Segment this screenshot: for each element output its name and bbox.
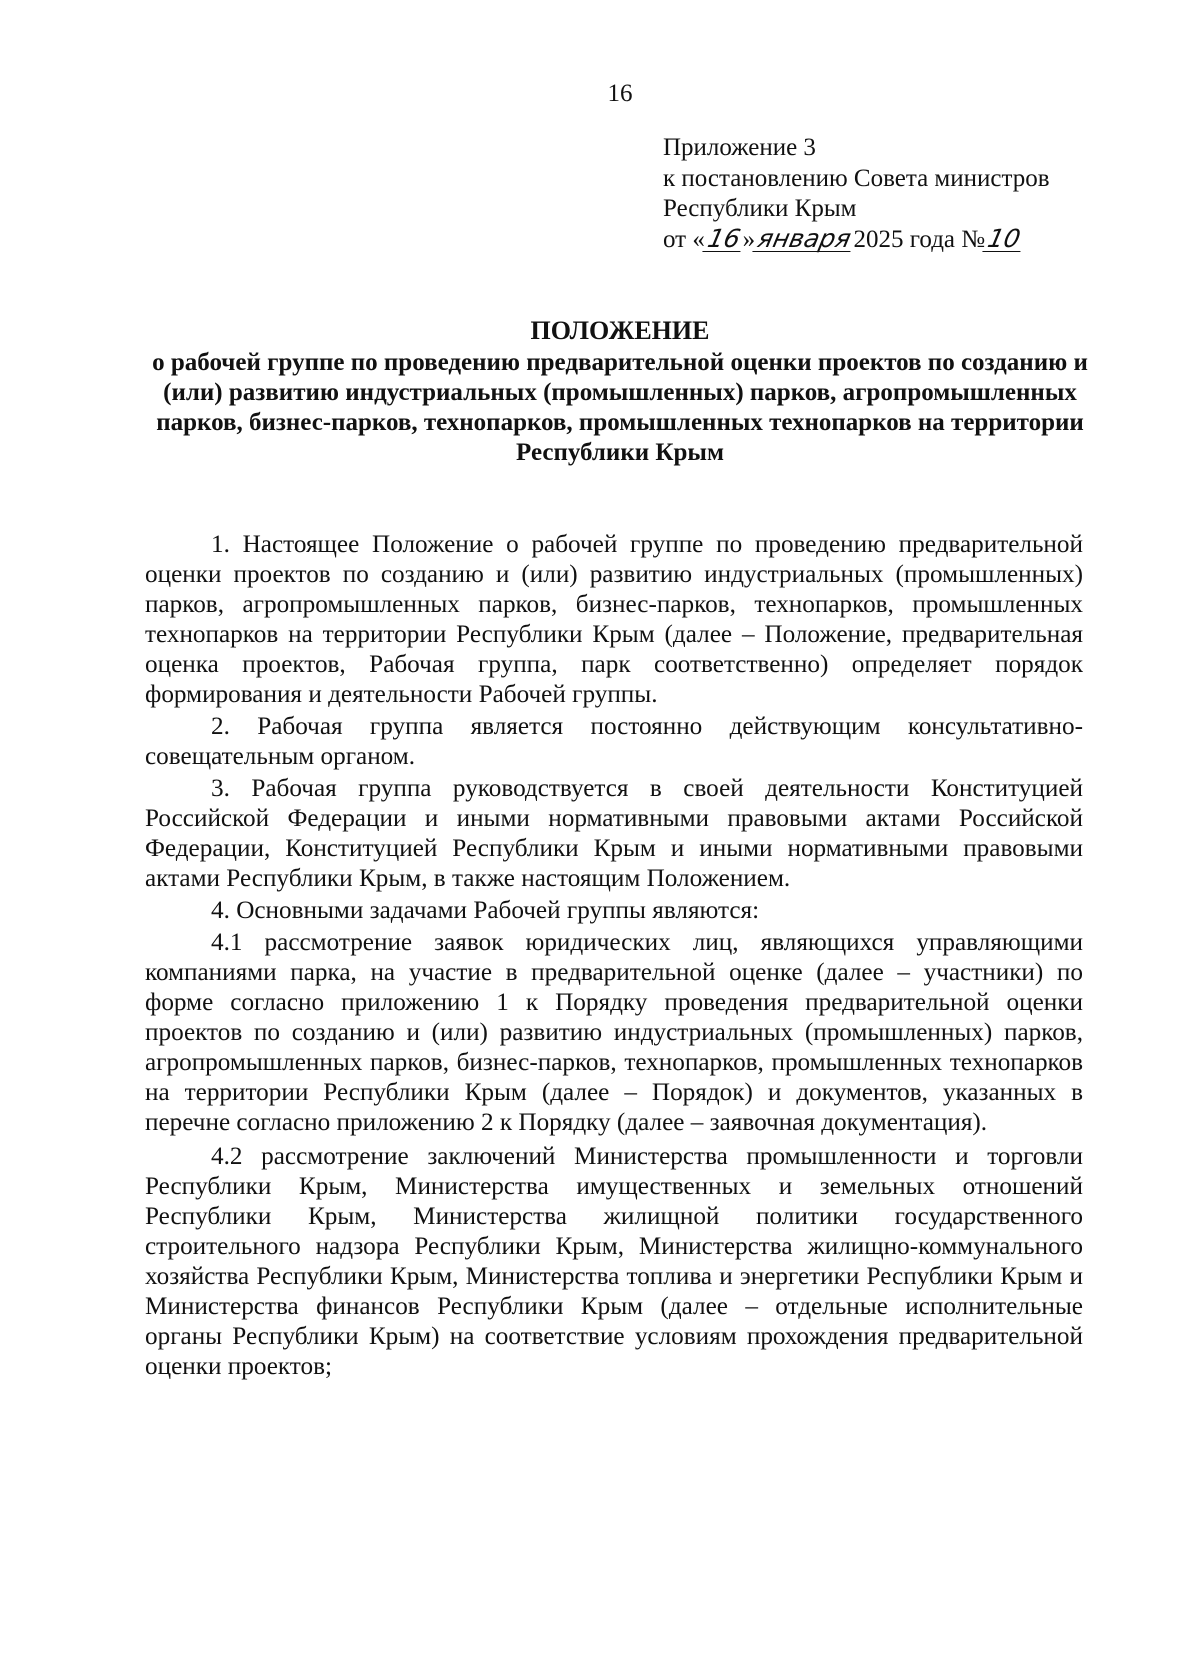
page-number: 16 xyxy=(607,80,633,107)
date-prefix: от « xyxy=(663,225,705,253)
handwritten-number: 10 xyxy=(982,227,1025,252)
appendix-line-1: Приложение 3 xyxy=(663,134,816,161)
paragraph-4-2: 4.2 рассмотрение заключений Министерства промышленности и торговли Республики Крым, Министерства имущественных и земельных отношений Республики Крым, Министерства жилищной политики государственного строительного надзора Республики Крым, Министерства жилищно-коммунального хозяйства Республики Крым, Министерства топлива и энергетики Республики Крым и Министерства финансов Республики Крым (далее – отдельные исполнительные органы Республики Крым) на соответствие условиям прохождения предварительной оценки проектов; xyxy=(145,1143,1083,1380)
date-year: 2025 года № xyxy=(853,225,986,253)
document-body xyxy=(145,530,1083,1384)
title-subtitle: о рабочей группе по проведению предварительной оценки проектов по созданию и (или) развитию индустриальных (промышленных) парков, агропромышленных парков, бизнес-парков, технопарков, промышленных технопарков на территории Республики Крым xyxy=(152,349,1088,466)
date-mid: » xyxy=(742,225,756,253)
appendix-line-3: Республики Крым xyxy=(663,195,857,222)
paragraph-2: 2. Рабочая группа является постоянно действующим консультативно-совещательным органом. xyxy=(145,713,1083,770)
paragraph-1: 1. Настоящее Положение о рабочей группе по проведению предварительной оценки проектов по созданию и (или) развитию индустриальных (промышленных) парков, агропромышленных парков, бизнес-парков, технопарков, промышленных технопарков на территории Республики Крым (далее – Положение, предварительная оценка проектов, Рабочая группа, парк соответственно) определяет порядок формирования и деятельности Рабочей группы. xyxy=(145,531,1083,708)
handwritten-month: января xyxy=(753,227,857,252)
document-title xyxy=(150,316,1090,468)
paragraph-3: 3. Рабочая группа руководствуется в своей деятельности Конституцией Российской Федерации и иными нормативными правовыми актами Российской Федерации, Конституцией Республики Крым и иными нормативными правовыми актами Республики Крым, в также настоящим Положением. xyxy=(145,775,1083,892)
title-heading: ПОЛОЖЕНИЕ xyxy=(530,316,710,345)
paragraph-4: 4. Основными задачами Рабочей группы являются: xyxy=(211,897,760,924)
appendix-header xyxy=(663,133,1133,255)
appendix-line-2: к постановлению Совета министров xyxy=(663,164,1050,192)
paragraph-4-1: 4.1 рассмотрение заявок юридических лиц, являющихся управляющими компаниями парка, на участие в предварительной оценке (далее – участники) по форме согласно приложению 1 к Порядку проведения предварительной оценки проектов по созданию и (или) развитию индустриальных (промышленных) парков, агропромышленных парков, бизнес-парков, технопарков, промышленных технопарков на территории Республики Крым (далее – Порядок) и документов, указанных в перечне согласно приложению 2 к Порядку (далее – заявочная документация). xyxy=(145,929,1083,1136)
appendix-date-line xyxy=(663,225,1133,256)
handwritten-day: 16 xyxy=(702,227,745,252)
